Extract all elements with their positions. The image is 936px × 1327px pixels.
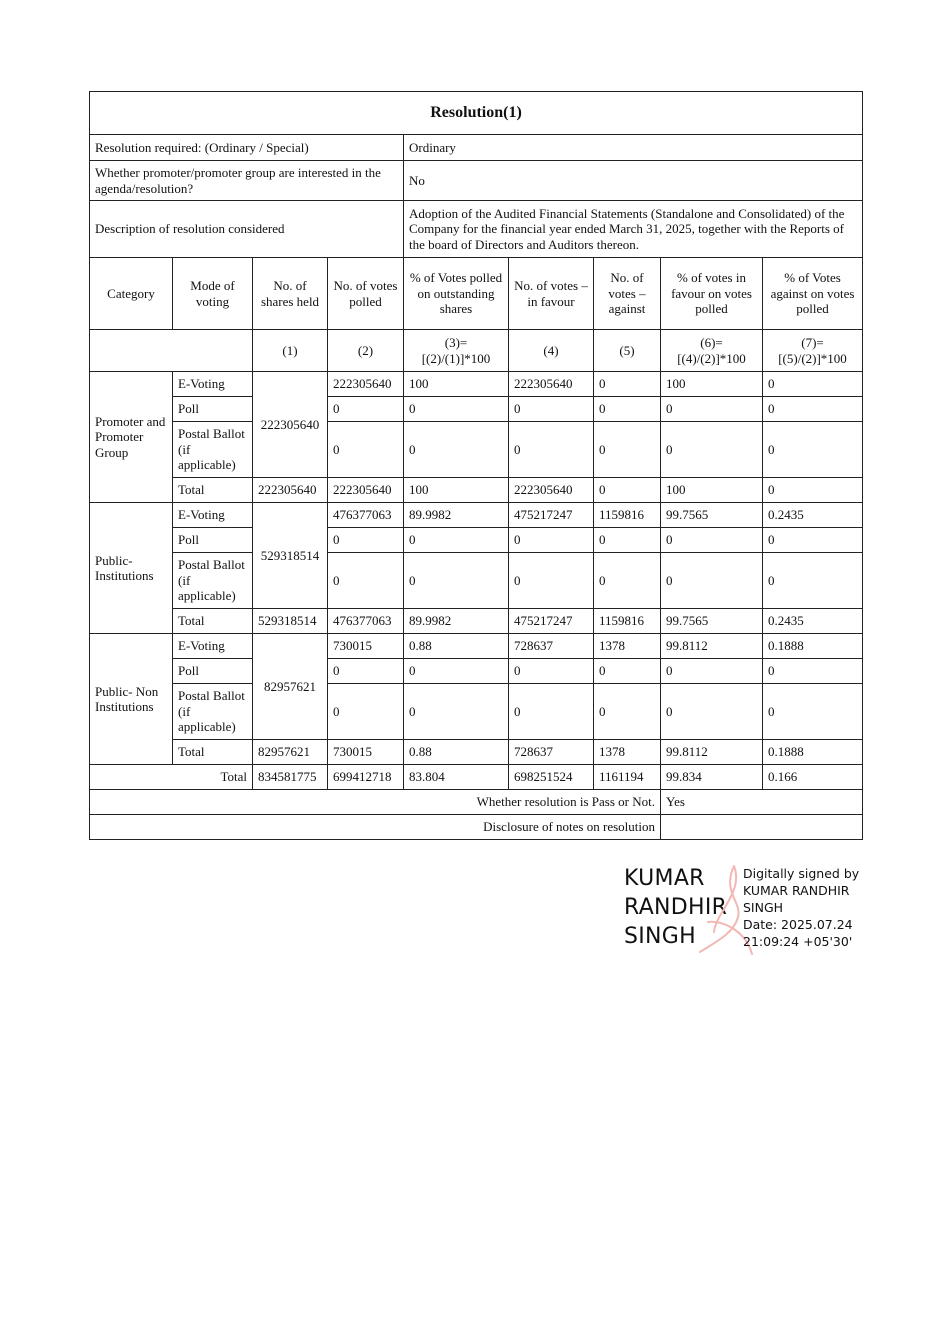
formula-4: (4) — [509, 330, 594, 372]
total-value-cell: 0 — [594, 478, 661, 503]
value-cell: 0 — [763, 528, 863, 553]
total-value-cell: 1378 — [594, 740, 661, 765]
value-cell: 0 — [404, 528, 509, 553]
value-cell: 1159816 — [594, 503, 661, 528]
mode-cell: Postal Ballot (if applicable) — [173, 553, 253, 609]
mode-cell: Total — [173, 609, 253, 634]
header-mode: Mode of voting — [173, 258, 253, 330]
value-cell: 0 — [594, 684, 661, 740]
formula-5: (5) — [594, 330, 661, 372]
value-cell: 0 — [594, 422, 661, 478]
signature-detail-line: Digitally signed by — [743, 866, 860, 881]
mode-cell: Total — [173, 478, 253, 503]
total-value-cell: 99.8112 — [661, 740, 763, 765]
value-cell: 0 — [661, 422, 763, 478]
resolution-title: Resolution(1) — [90, 92, 863, 135]
signature-detail-line: 21:09:24 +05'30' — [743, 934, 853, 949]
table-row-total — [90, 478, 863, 503]
mode-cell: E-Voting — [173, 372, 253, 397]
category-cell: Public- Non Institutions — [90, 634, 173, 765]
pass-label: Whether resolution is Pass or Not. — [90, 790, 661, 815]
grand-total-value: 0.166 — [763, 765, 863, 790]
total-value-cell: 222305640 — [328, 478, 404, 503]
table-row — [90, 422, 863, 478]
shares-held-cell: 82957621 — [253, 634, 328, 740]
value-cell: 0 — [763, 372, 863, 397]
value-cell: 728637 — [509, 634, 594, 659]
pass-value: Yes — [661, 790, 863, 815]
table-row-total — [90, 609, 863, 634]
value-cell: 222305640 — [328, 372, 404, 397]
mode-cell: Postal Ballot (if applicable) — [173, 684, 253, 740]
value-cell: 0 — [404, 684, 509, 740]
table-row-total — [90, 740, 863, 765]
mode-cell: E-Voting — [173, 634, 253, 659]
signature-detail-line: Date: 2025.07.24 — [743, 917, 853, 932]
value-cell: 222305640 — [509, 372, 594, 397]
grand-total-value: 699412718 — [328, 765, 404, 790]
header-polled: No. of votes polled — [328, 258, 404, 330]
total-value-cell: 82957621 — [253, 740, 328, 765]
signature-detail-line: KUMAR RANDHIR — [743, 883, 850, 898]
value-cell: 0 — [509, 659, 594, 684]
value-cell: 0 — [404, 659, 509, 684]
value-cell: 0.88 — [404, 634, 509, 659]
category-cell: Public- Institutions — [90, 503, 173, 634]
value-cell: 89.9982 — [404, 503, 509, 528]
value-cell: 0 — [763, 553, 863, 609]
formula-3: (3)= [(2)/(1)]*100 — [404, 330, 509, 372]
signature-name-line: RANDHIR — [624, 895, 728, 920]
value-cell: 1378 — [594, 634, 661, 659]
description-value: Adoption of the Audited Financial Statements (Standalone and Consolidated) of the Company for the financial year ended March 31, 2025, together with the Reports of the board of Directors and Auditors thereon. — [404, 201, 863, 258]
header-category: Category — [90, 258, 173, 330]
table-row — [90, 397, 863, 422]
value-cell: 0 — [509, 397, 594, 422]
value-cell: 0 — [509, 553, 594, 609]
pass-row — [90, 790, 863, 815]
mode-cell: Postal Ballot (if applicable) — [173, 422, 253, 478]
table-row — [90, 659, 863, 684]
total-value-cell: 222305640 — [509, 478, 594, 503]
formula-blank — [90, 330, 253, 372]
value-cell: 0.1888 — [763, 634, 863, 659]
value-cell: 0 — [594, 372, 661, 397]
resolution-required-label: Resolution required: (Ordinary / Special) — [90, 135, 404, 161]
value-cell: 0 — [328, 422, 404, 478]
grand-total-value: 83.804 — [404, 765, 509, 790]
total-value-cell: 0 — [763, 478, 863, 503]
total-value-cell: 476377063 — [328, 609, 404, 634]
value-cell: 0 — [594, 659, 661, 684]
value-cell: 0 — [661, 553, 763, 609]
formula-2: (2) — [328, 330, 404, 372]
grand-total-value: 698251524 — [509, 765, 594, 790]
grand-total-value: 834581775 — [253, 765, 328, 790]
value-cell: 475217247 — [509, 503, 594, 528]
value-cell: 0 — [594, 397, 661, 422]
total-value-cell: 0.1888 — [763, 740, 863, 765]
total-value-cell: 475217247 — [509, 609, 594, 634]
table-row — [90, 553, 863, 609]
disclosure-label: Disclosure of notes on resolution — [90, 815, 661, 840]
value-cell: 0 — [763, 397, 863, 422]
resolution-table — [89, 91, 863, 840]
value-cell: 0 — [763, 659, 863, 684]
value-cell: 0 — [594, 528, 661, 553]
value-cell: 0 — [509, 422, 594, 478]
disclosure-value — [661, 815, 863, 840]
value-cell: 0 — [328, 553, 404, 609]
shares-held-cell: 529318514 — [253, 503, 328, 609]
value-cell: 0 — [661, 659, 763, 684]
value-cell: 0 — [594, 553, 661, 609]
header-pct-favour: % of votes in favour on votes polled — [661, 258, 763, 330]
total-value-cell: 1159816 — [594, 609, 661, 634]
value-cell: 0 — [328, 528, 404, 553]
signature-detail-line: SINGH — [743, 900, 784, 915]
header-pct-polled: % of Votes polled on outstanding shares — [404, 258, 509, 330]
value-cell: 0 — [328, 397, 404, 422]
total-value-cell: 100 — [661, 478, 763, 503]
value-cell: 0 — [328, 659, 404, 684]
promoter-interest-label: Whether promoter/promoter group are interested in the agenda/resolution? — [90, 161, 404, 201]
header-pct-against: % of Votes against on votes polled — [763, 258, 863, 330]
mode-cell: E-Voting — [173, 503, 253, 528]
grand-total-label: Total — [90, 765, 253, 790]
total-value-cell: 99.7565 — [661, 609, 763, 634]
mode-cell: Total — [173, 740, 253, 765]
signature-name-line: KUMAR — [624, 866, 705, 891]
value-cell: 0 — [509, 684, 594, 740]
table-row — [90, 528, 863, 553]
description-label: Description of resolution considered — [90, 201, 404, 258]
formula-7: (7)= [(5)/(2)]*100 — [763, 330, 863, 372]
value-cell: 0 — [404, 553, 509, 609]
total-value-cell: 0.88 — [404, 740, 509, 765]
value-cell: 100 — [404, 372, 509, 397]
grand-total-value: 99.834 — [661, 765, 763, 790]
mode-cell: Poll — [173, 528, 253, 553]
value-cell: 100 — [661, 372, 763, 397]
value-cell: 0 — [763, 422, 863, 478]
resolution-required-value: Ordinary — [404, 135, 863, 161]
promoter-interest-value: No — [404, 161, 863, 201]
total-value-cell: 529318514 — [253, 609, 328, 634]
grand-total-row — [90, 765, 863, 790]
shares-held-cell: 222305640 — [253, 372, 328, 478]
value-cell: 0 — [763, 684, 863, 740]
value-cell: 0 — [661, 684, 763, 740]
table-row — [90, 634, 863, 659]
category-cell: Promoter and Promoter Group — [90, 372, 173, 503]
signature-details — [743, 865, 859, 950]
header-shares: No. of shares held — [253, 258, 328, 330]
formula-1: (1) — [253, 330, 328, 372]
total-value-cell: 89.9982 — [404, 609, 509, 634]
value-cell: 730015 — [328, 634, 404, 659]
value-cell: 99.8112 — [661, 634, 763, 659]
table-row — [90, 372, 863, 397]
value-cell: 0 — [661, 528, 763, 553]
header-favour: No. of votes – in favour — [509, 258, 594, 330]
value-cell: 99.7565 — [661, 503, 763, 528]
total-value-cell: 0.2435 — [763, 609, 863, 634]
value-cell: 0 — [661, 397, 763, 422]
value-cell: 0 — [404, 422, 509, 478]
mode-cell: Poll — [173, 659, 253, 684]
total-value-cell: 730015 — [328, 740, 404, 765]
value-cell: 0 — [404, 397, 509, 422]
disclosure-row — [90, 815, 863, 840]
table-row — [90, 684, 863, 740]
mode-cell: Poll — [173, 397, 253, 422]
value-cell: 0.2435 — [763, 503, 863, 528]
grand-total-value: 1161194 — [594, 765, 661, 790]
value-cell: 476377063 — [328, 503, 404, 528]
value-cell: 0 — [328, 684, 404, 740]
digital-signature — [624, 862, 874, 958]
value-cell: 0 — [509, 528, 594, 553]
header-against: No. of votes – against — [594, 258, 661, 330]
total-value-cell: 100 — [404, 478, 509, 503]
total-value-cell: 222305640 — [253, 478, 328, 503]
total-value-cell: 728637 — [509, 740, 594, 765]
table-row — [90, 503, 863, 528]
signature-name-line: SINGH — [624, 924, 697, 949]
formula-6: (6)= [(4)/(2)]*100 — [661, 330, 763, 372]
